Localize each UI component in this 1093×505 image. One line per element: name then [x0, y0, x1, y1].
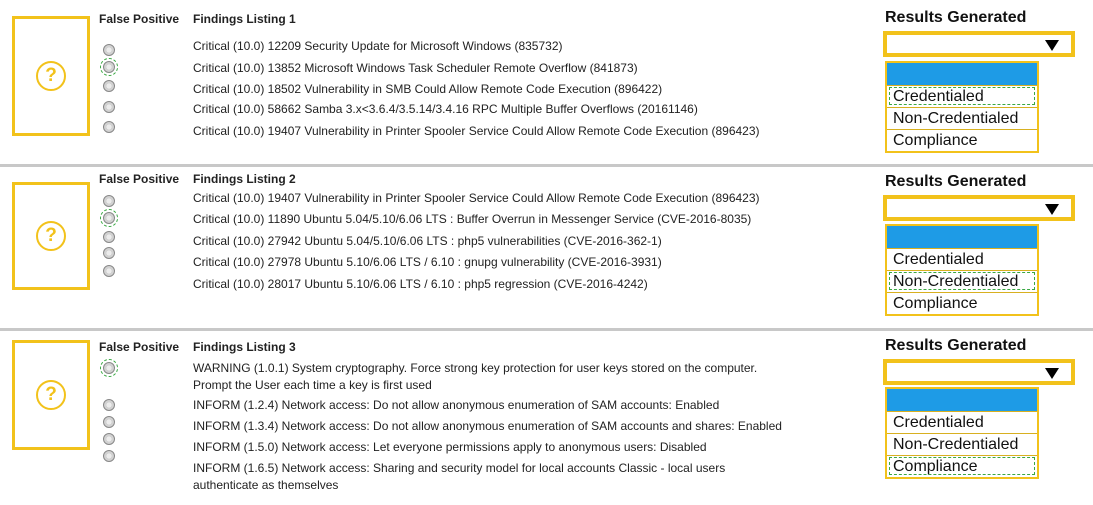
finding-item: Critical (10.0) 27978 Ubuntu 5.10/6.06 LTS / 6.10 : gnupg vulnerability (CVE-2016-3931): [193, 255, 662, 269]
findings-listing-title: Findings Listing 1: [193, 12, 296, 26]
results-generated-options: [885, 61, 1039, 153]
results-generated-title: Results Generated: [885, 173, 1027, 190]
option-credentialed[interactable]: Credentialed: [887, 85, 1037, 107]
finding-item: Critical (10.0) 12209 Security Update for Microsoft Windows (835732): [193, 39, 563, 53]
finding-item: Critical (10.0) 19407 Vulnerability in Printer Spooler Service Could Allow Remote Code Execution (896423): [193, 124, 760, 138]
false-positive-label: False Positive: [99, 340, 180, 354]
question-mark-icon: ?: [36, 61, 66, 91]
option-non-credentialed[interactable]: Non-Credentialed: [887, 433, 1037, 455]
false-positive-radio-1[interactable]: [103, 195, 115, 207]
finding-item: INFORM (1.5.0) Network access: Let everyone permissions apply to anonymous users: Disabled: [193, 440, 707, 454]
finding-item: INFORM (1.6.5) Network access: Sharing and security model for local accounts Classic - local users: [193, 461, 726, 475]
results-generated-dropdown[interactable]: [883, 359, 1075, 385]
finding-item: Critical (10.0) 13852 Microsoft Windows Task Scheduler Remote Overflow (841873): [193, 61, 638, 75]
finding-item: Critical (10.0) 18502 Vulnerability in SMB Could Allow Remote Code Execution (896422): [193, 82, 663, 96]
findings-section-3: [0, 332, 1093, 505]
finding-item: Critical (10.0) 27942 Ubuntu 5.04/5.10/6.06 LTS : php5 vulnerabilities (CVE-2016-362-1): [193, 234, 662, 248]
results-generated-dropdown[interactable]: [883, 31, 1075, 57]
option-credentialed[interactable]: Credentialed: [887, 411, 1037, 433]
false-positive-radio-3[interactable]: [103, 231, 115, 243]
finding-item: WARNING (1.0.1) System cryptography. Force strong key protection for user keys stored on the computer.: [193, 361, 758, 375]
question-mark-icon: ?: [36, 380, 66, 410]
section-divider: [0, 164, 1093, 167]
findings-listing-title: Findings Listing 3: [193, 340, 296, 354]
results-generated-options: [885, 224, 1039, 316]
dropdown-arrow-icon[interactable]: [1045, 40, 1059, 51]
section-divider: [0, 328, 1093, 331]
question-box: [12, 340, 90, 450]
false-positive-radio-5[interactable]: [103, 265, 115, 277]
finding-item: INFORM (1.3.4) Network access: Do not allow anonymous enumeration of SAM accounts and shares: Enabled: [193, 419, 782, 433]
finding-item: Critical (10.0) 11890 Ubuntu 5.04/5.10/6.06 LTS : Buffer Overrun in Messenger Service (CVE-2016-8035): [193, 212, 752, 226]
findings-listing-title: Findings Listing 2: [193, 172, 296, 186]
false-positive-radio-2[interactable]: [103, 399, 115, 411]
findings-section-1: [0, 0, 1093, 160]
false-positive-label: False Positive: [99, 172, 180, 186]
false-positive-radio-3[interactable]: [103, 80, 115, 92]
dropdown-blank-option[interactable]: [887, 63, 1037, 85]
false-positive-radio-5[interactable]: [103, 121, 115, 133]
option-non-credentialed[interactable]: Non-Credentialed: [887, 270, 1037, 292]
dropdown-arrow-icon[interactable]: [1045, 368, 1059, 379]
false-positive-label: False Positive: [99, 12, 180, 26]
false-positive-radio-5[interactable]: [103, 450, 115, 462]
finding-item: INFORM (1.2.4) Network access: Do not allow anonymous enumeration of SAM accounts: Enabled: [193, 398, 720, 412]
finding-item: Critical (10.0) 19407 Vulnerability in Printer Spooler Service Could Allow Remote Code Execution (896423): [193, 191, 760, 205]
false-positive-radio-1[interactable]: [103, 44, 115, 56]
option-compliance[interactable]: Compliance: [887, 129, 1037, 151]
finding-item: authenticate as themselves: [193, 478, 339, 492]
finding-item: Critical (10.0) 28017 Ubuntu 5.10/6.06 LTS / 6.10 : php5 regression (CVE-2016-4242): [193, 277, 648, 291]
option-compliance[interactable]: Compliance: [887, 292, 1037, 314]
finding-item: Prompt the User each time a key is first used: [193, 378, 432, 392]
question-box: [12, 182, 90, 290]
option-compliance[interactable]: Compliance: [887, 455, 1037, 477]
dropdown-blank-option[interactable]: [887, 389, 1037, 411]
dropdown-blank-option[interactable]: [887, 226, 1037, 248]
false-positive-radio-2[interactable]: [103, 212, 115, 224]
finding-item: Critical (10.0) 58662 Samba 3.x<3.6.4/3.5.14/3.4.16 RPC Multiple Buffer Overflows (20161146): [193, 102, 698, 116]
false-positive-radio-4[interactable]: [103, 433, 115, 445]
question-box: [12, 16, 90, 136]
findings-section-2: [0, 168, 1093, 328]
false-positive-radio-1[interactable]: [103, 362, 115, 374]
results-generated-title: Results Generated: [885, 337, 1027, 354]
false-positive-radio-4[interactable]: [103, 101, 115, 113]
false-positive-radio-2[interactable]: [103, 61, 115, 73]
results-generated-dropdown[interactable]: [883, 195, 1075, 221]
false-positive-radio-4[interactable]: [103, 247, 115, 259]
option-credentialed[interactable]: Credentialed: [887, 248, 1037, 270]
option-non-credentialed[interactable]: Non-Credentialed: [887, 107, 1037, 129]
results-generated-title: Results Generated: [885, 9, 1027, 26]
results-generated-options: [885, 387, 1039, 479]
question-mark-icon: ?: [36, 221, 66, 251]
false-positive-radio-3[interactable]: [103, 416, 115, 428]
dropdown-arrow-icon[interactable]: [1045, 204, 1059, 215]
